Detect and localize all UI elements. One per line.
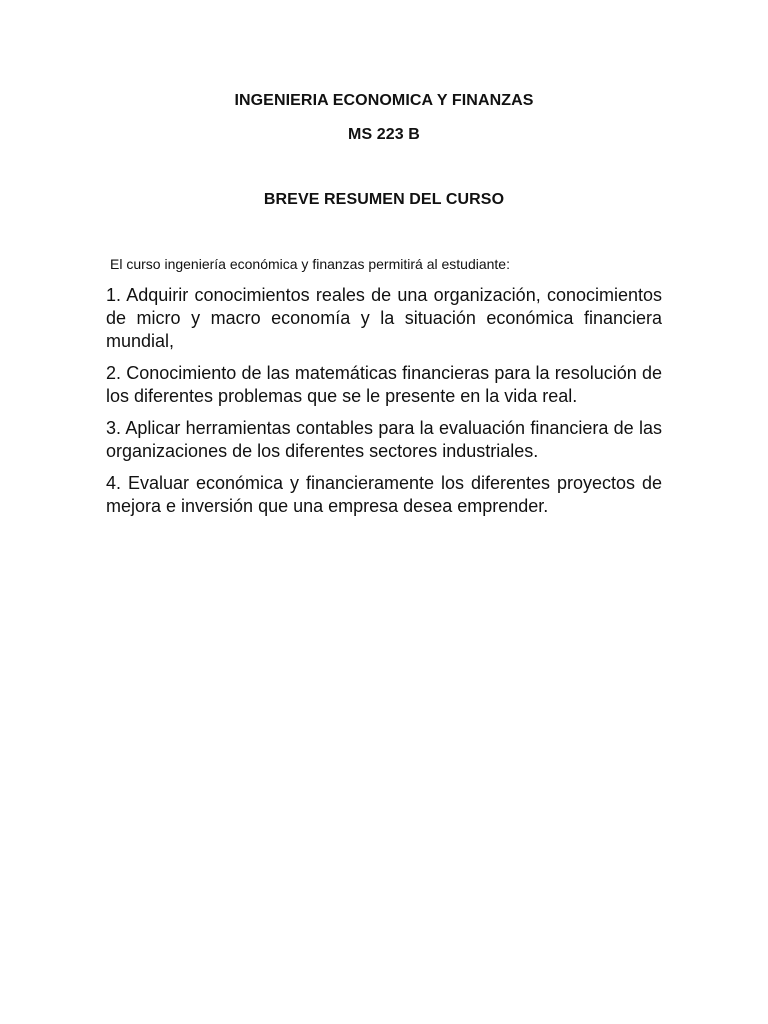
- objective-item: 3. Aplicar herramientas contables para la evaluación financiera de las organizaciones de los diferentes sectores industriales.: [106, 418, 662, 461]
- intro-text: El curso ingeniería económica y finanzas permitirá al estudiante:: [110, 256, 510, 272]
- objective-item: 2. Conocimiento de las matemáticas financieras para la resolución de los diferentes problemas que se le presente en la vida real.: [106, 363, 662, 406]
- course-code: MS 223 B: [348, 126, 420, 143]
- objectives-list: [106, 284, 662, 527]
- objective-item: 4. Evaluar económica y financieramente los diferentes proyectos de mejora e inversión que una empresa desea emprender.: [106, 473, 662, 516]
- objective-item: 1. Adquirir conocimientos reales de una organización, conocimientos de micro y macro economía y la situación económica financiera mundial,: [106, 285, 662, 351]
- document-title: INGENIERIA ECONOMICA Y FINANZAS: [234, 92, 534, 109]
- section-heading: BREVE RESUMEN DEL CURSO: [263, 191, 505, 208]
